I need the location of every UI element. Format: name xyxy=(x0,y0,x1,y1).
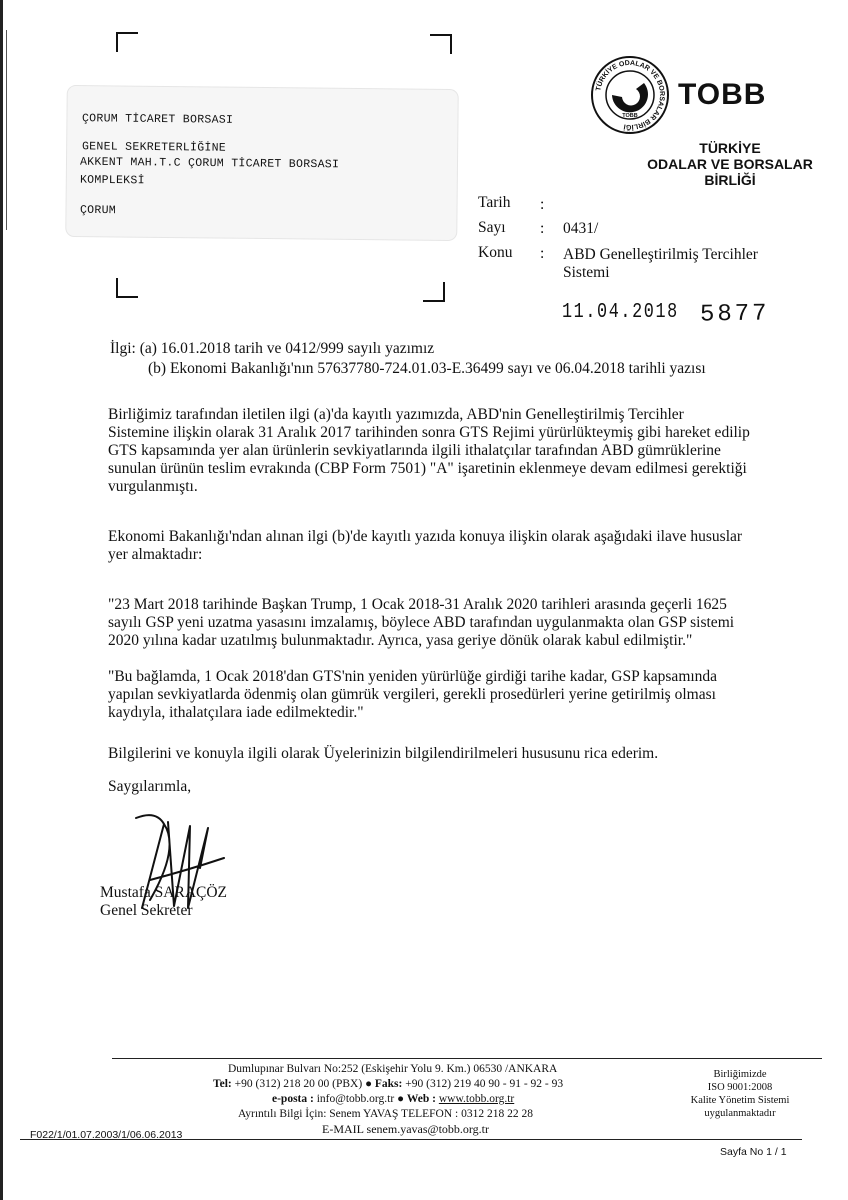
email-label: e-posta : xyxy=(272,1093,314,1105)
paragraph-3-line: 2020 yılına kadar uzatılmış bulunmaktadır. Ayrıca, yasa geriye dönük olarak kabul edilmiştir." xyxy=(108,632,693,649)
paragraph-1-line: GTS kapsamında yer alan ürünlerin sevkiyatlarında ilgili ithalatçılar tarafından ABD gümrüklerine xyxy=(108,442,721,459)
iso-line-2: ISO 9001:2008 xyxy=(707,1082,773,1093)
iso-line-4: uygulanmaktadır xyxy=(704,1108,776,1119)
iso-line-3: Kalite Yönetim Sistemi xyxy=(690,1095,790,1106)
window-corner-top-right xyxy=(430,34,452,54)
paragraph-2 xyxy=(108,528,808,564)
paragraph-4-line: "Bu bağlamda, 1 Ocak 2018'dan GTS'nin yeniden yürürlüğe girdiği tarihe kadar, GSP kapsamında xyxy=(108,668,718,685)
org-line-1: TÜRKİYE xyxy=(699,140,761,156)
paragraph-1-line: Birliğimiz tarafından iletilen ilgi (a)'da kayıtlı yazımızda, ABD'nin Genelleştirilmiş Tercihler xyxy=(108,406,684,423)
web-label: Web : xyxy=(406,1093,436,1105)
signatory-name: Mustafa SARAÇÖZ xyxy=(100,884,228,901)
paragraph-2-line: yer almaktadır: xyxy=(108,546,203,563)
recipient-line-2: GENEL SEKRETERLİĞİNE xyxy=(81,140,227,155)
paragraph-3-line: "23 Mart 2018 tarihinde Başkan Trump, 1 Ocak 2018-31 Aralık 2020 tarihleri arasında geçerli 1625 xyxy=(108,596,727,613)
footer-email-web xyxy=(272,1093,514,1105)
recipient-line-4: KOMPLEKSİ xyxy=(79,173,145,188)
subject-line-2: Sistemi xyxy=(563,264,610,281)
bullet-icon: ● xyxy=(365,1078,373,1090)
email-link[interactable]: info@tobb.org.tr xyxy=(316,1093,395,1105)
footer-address: Dumlupınar Bulvarı No:252 (Eskişehir Yolu 9. Km.) 06530 /ANKARA xyxy=(228,1063,558,1075)
logo-inner-text: TOBB xyxy=(622,113,638,119)
subject-colon: : xyxy=(540,245,545,262)
org-line-3: BİRLİĞİ xyxy=(704,172,756,188)
iso-notice xyxy=(675,1068,805,1120)
logo-ring-text: TÜRKİYE ODALAR VE BORSALAR BİRLİĞİ xyxy=(595,59,666,131)
signatory-title: Genel Sekreter xyxy=(100,902,193,919)
paragraph-2-line: Ekonomi Bakanlığı'ndan alınan ilgi (b)'de kayıtlı yazıda konuya ilişkin olarak aşağıdaki ilave hususlar xyxy=(108,528,743,545)
footer-top-rule xyxy=(112,1058,822,1059)
paragraph-1-line: sunulan ürünün teslim evrakında (CBP Form 7501) "A" işaretinin eklenmeye devam edilmesi gerektiği xyxy=(108,460,747,477)
number-colon: : xyxy=(540,220,545,237)
paragraph-3-line: sayılı GSP yeni uzatma yasasını imzalamış, böylece ABD tarafından uygulanmakta olan GSP sistemi xyxy=(108,614,735,631)
paragraph-1-line: Sistemine ilişkin olarak 31 Aralık 2017 tarihinden sonra GTS Rejimi yürürlükteymiş gibi hareket edilip xyxy=(108,424,750,441)
scan-edge xyxy=(0,0,3,1200)
footer-contact-email[interactable]: E-MAIL senem.yavas@tobb.org.tr xyxy=(322,1122,490,1136)
brand-name: TOBB xyxy=(678,78,767,111)
date-colon: : xyxy=(540,196,545,213)
bullet-icon: ● xyxy=(397,1093,405,1105)
date-label: Tarih xyxy=(478,194,511,211)
organization-name xyxy=(630,140,830,188)
org-line-2: ODALAR VE BORSALAR xyxy=(647,156,813,172)
form-code: F022/1/01.07.2003/1/06.06.2013 xyxy=(30,1129,183,1141)
reference-line-2: (b) Ekonomi Bakanlığı'nın 57637780-724.01.03-E.36499 sayı ve 06.04.2018 tarihli yazısı xyxy=(148,360,706,377)
paragraph-3-quote xyxy=(108,596,808,650)
subject-label: Konu xyxy=(478,244,513,261)
fax-label: Faks: xyxy=(374,1078,403,1090)
recipient-line-1: ÇORUM TİCARET BORSASI xyxy=(81,112,234,127)
window-corner-bottom-left xyxy=(116,278,138,298)
reference-line-1: İlgi: (a) 16.01.2018 tarih ve 0412/999 sayılı yazımız xyxy=(110,340,435,357)
received-date-stamp: 11.04.2018 xyxy=(562,301,679,324)
scan-edge-line xyxy=(6,30,7,230)
tel-value: +90 (312) 218 20 00 (PBX) xyxy=(234,1078,363,1090)
footer-contact: Ayrıntılı Bilgi İçin: Senem YAVAŞ TELEFON : 0312 218 22 28 xyxy=(238,1108,533,1120)
received-number-stamp: 5877 xyxy=(699,300,770,329)
number-label: Sayı xyxy=(478,219,506,236)
paragraph-1-line: vurgulanmıştı. xyxy=(108,478,198,495)
tobb-seal-logo xyxy=(590,55,670,135)
recipient-line-5: ÇORUM xyxy=(79,203,117,218)
page-number: Sayfa No 1 / 1 xyxy=(720,1146,787,1158)
subject-line-1: ABD Genelleştirilmiş Tercihler xyxy=(563,246,758,263)
paragraph-5: Bilgilerini ve konuyla ilgili olarak Üyelerinizin bilgilendirilmeleri hususunu rica ederim. xyxy=(108,745,659,762)
paragraph-1 xyxy=(108,406,808,496)
paragraph-4-line: yapılan sevkiyatlarda ödenmiş olan gümrük vergileri, gerekli prosedürleri yerine getirilmiş olması xyxy=(108,686,716,703)
window-corner-top-left xyxy=(116,32,138,52)
number-value: 0431/ xyxy=(563,220,599,237)
paragraph-4-line: kaydıyla, ithalatçılara iade edilmektedir." xyxy=(108,704,364,721)
web-link[interactable]: www.tobb.org.tr xyxy=(438,1093,515,1105)
closing-text: Saygılarımla, xyxy=(108,778,192,795)
tel-label: Tel: xyxy=(213,1078,232,1090)
recipient-line-3: AKKENT MAH.T.C ÇORUM TİCARET BORSASI xyxy=(79,155,340,172)
paragraph-4-quote xyxy=(108,668,808,722)
fax-value: +90 (312) 219 40 90 - 91 - 92 - 93 xyxy=(405,1078,564,1090)
window-corner-bottom-right xyxy=(423,282,445,302)
iso-line-1: Birliğimizde xyxy=(713,1069,767,1080)
footer-phone-fax xyxy=(213,1078,563,1090)
